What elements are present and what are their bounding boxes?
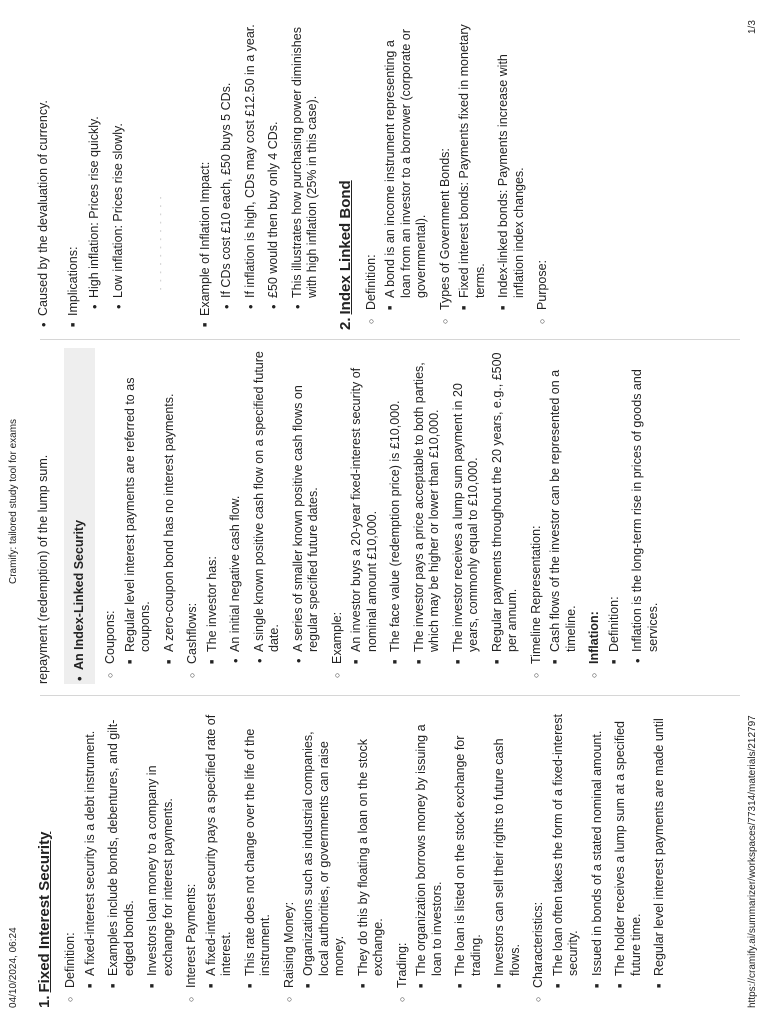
list-item: • If CDs cost £10 each, £50 buys 5 CDs. [219,14,235,330]
highlight-index-linked-security: • An Index-Linked Security [64,348,96,684]
inflation-definition-label: ■ Definition: [607,348,623,684]
list-item: ■ Regular payments throughout the 20 years, e.g., £500 per annum. [490,348,521,684]
list-item: • Inflation is the long-term rise in prices of goods and services. [630,348,661,684]
trading-label: ○ Trading: [395,708,411,1008]
list-item: • An initial negative cash flow. [228,348,244,684]
list-item: • This illustrates how purchasing power diminishes with high inflation (25% in this case). [290,14,321,330]
list-item: ■ They do this by floating a loan on the stock exchange. [356,708,387,1008]
list-item: ■ Regular level interest payments are made until [652,708,668,1008]
faint-timeline-graphic: - - - - - - - - - - - - [158,194,165,290]
list-item: ■ The investor pays a price acceptable to both parties, which may be higher or lower than £10,000. [412,348,443,684]
list-item: ■ Issued in bonds of a stated nominal amount. [590,708,606,1008]
list-item: • Caused by the devaluation of currency. [36,14,52,330]
list-item: ■ The holder receives a lump sum at a specified future time. [613,708,644,1008]
list-item: • Low inflation: Prices rise slowly. [111,14,127,330]
print-url[interactable]: https://cramify.ai/summarizer/workspaces/77314/materials/212797 [747,715,758,1008]
implications-label: ■ Implications: [66,14,82,330]
list-item: ■ A zero-coupon bond has no interest payments. [162,348,178,684]
section-heading-index-linked-bond: 2.Index Linked Bond [336,180,354,330]
interest-payments-label: ○ Interest Payments: [184,708,200,1008]
cashflows-label: ○ Cashflows: [185,348,201,684]
list-item: • £50 would then buy only 4 CDs. [266,14,282,330]
inflation-impact-label: ■ Example of Inflation Impact: [198,14,214,330]
list-item: ■ Cash flows of the investor can be represented on a timeline. [548,348,579,684]
column-1 [36,708,676,1008]
print-datetime: 04/10/2024, 06:24 [8,927,19,1008]
list-item: ■ The investor receives a lump sum payment in 20 years, commonly equal to £10,000. [451,348,482,684]
list-item: ■ This rate does not change over the life of the instrument. [243,708,274,1008]
purpose-label: ○ Purpose: [535,14,551,330]
example-label: ○ Example: [330,348,346,684]
list-item: • A series of smaller known positive cash flows on regular specified future dates. [291,348,322,684]
list-item: ■ The loan is listed on the stock exchange for trading. [453,708,484,1008]
list-item: ■ Investors loan money to a company in exchange for interest payments. [145,708,176,1008]
list-item: ■ A bond is an income instrument representing a loan from an investor to a borrower (corporate or governmental). [383,14,430,330]
coupons-label: ○ Coupons: [103,348,119,684]
investor-has-label: ■ The investor has: [205,348,221,684]
column-3 [36,14,555,330]
list-item: ■ A fixed-interest security pays a specified rate of interest. [204,708,235,1008]
print-site-title: Cramify: tailored study tool for exams [8,418,19,584]
definition-label: ○ Definition: [364,14,380,330]
list-item: • If inflation is high, CDs may cost £12.50 in a year. [243,14,259,330]
list-item: • High inflation: Prices rise quickly. [87,14,103,330]
characteristics-label: ○ Characteristics: [531,708,547,1008]
continuation-text: repayment (redemption) of the lump sum. [36,454,50,684]
definition-label: ○ Definition: [63,708,79,1008]
list-item: ■ An investor buys a 20-year fixed-interest security of nominal amount £10,000. [349,348,380,684]
list-item: ■ Regular level interest payments are referred to as coupons. [123,348,154,684]
page-number: 1/3 [747,20,758,34]
list-item: ■ Organizations such as industrial companies, local authorities, or governments can raise money. [301,708,348,1008]
list-item: • A single known positive cash flow on a specified future date. [252,348,283,684]
list-item: ■ Examples include bonds, debentures, and gilt-edged bonds. [106,708,137,1008]
list-item: ■ Index-linked bonds: Payments increase with inflation index changes. [496,14,527,330]
list-item: ■ A fixed-interest security is a debt instrument. [83,708,99,1008]
list-item: ■ Fixed interest bonds: Payments fixed in monetary terms. [457,14,488,330]
column-2 [36,348,669,684]
list-item: ■ The face value (redemption price) is £10,000. [388,348,404,684]
list-item: ■ The organization borrows money by issuing a loan to investors. [414,708,445,1008]
list-item: ■ Investors can sell their rights to future cash flows. [492,708,523,1008]
column-divider [40,695,740,696]
raising-money-label: ○ Raising Money: [282,708,298,1008]
list-item: ■ The loan often takes the form of a fixed-interest security. [551,708,582,1008]
timeline-label: ○ Timeline Representation: [529,348,545,684]
column-divider [40,339,740,340]
inflation-label: ○ Inflation: [587,348,603,684]
types-label: ○ Types of Government Bonds: [438,14,454,330]
section-heading-fixed-interest: 1.Fixed Interest Security [36,831,53,1008]
